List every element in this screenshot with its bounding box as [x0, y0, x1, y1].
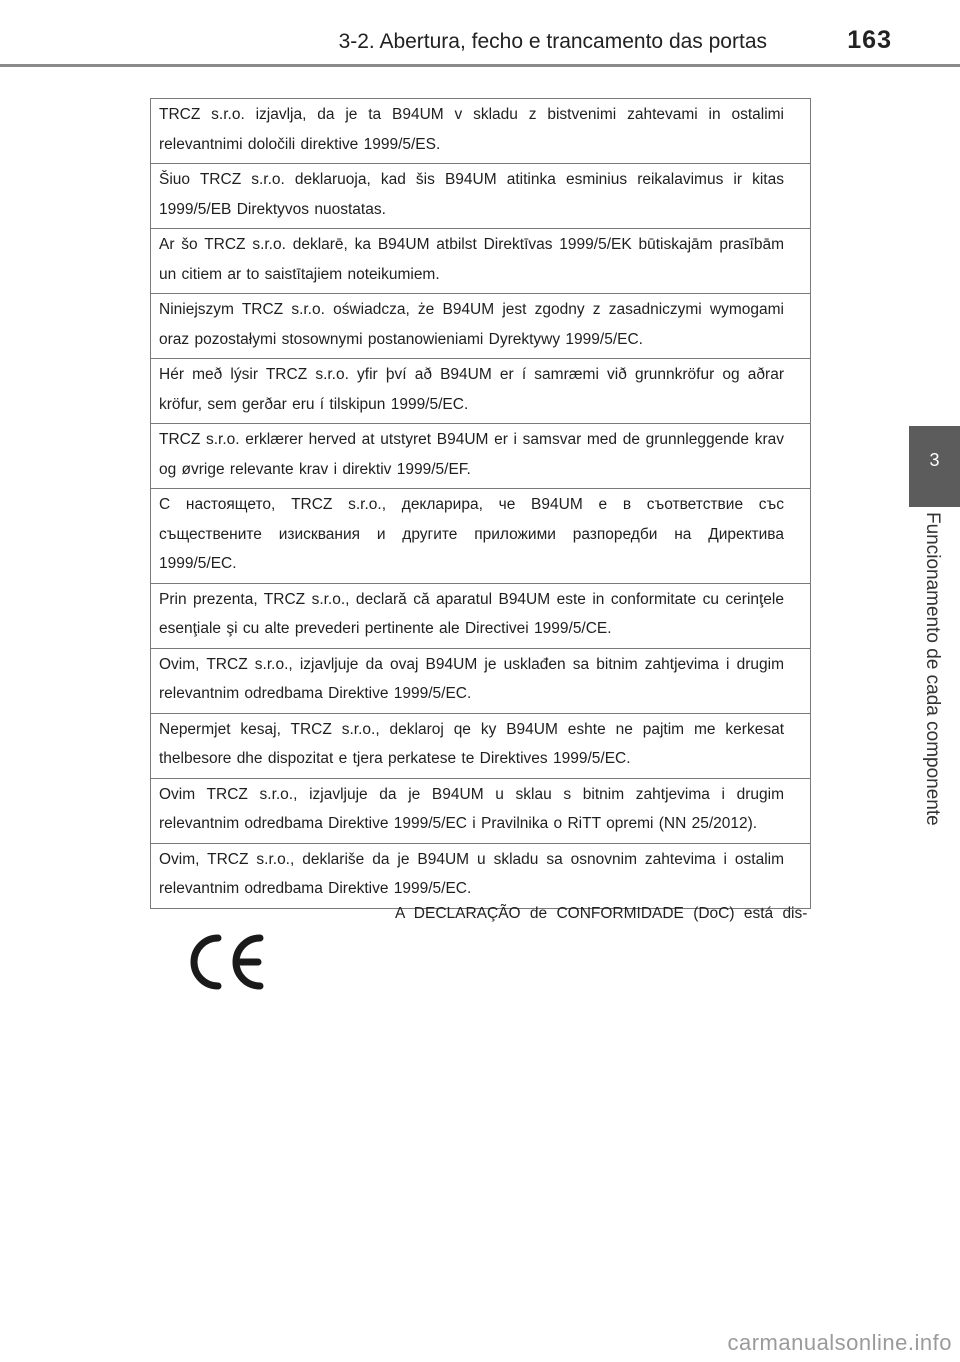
page-number: 163 [847, 26, 892, 54]
table-row [151, 489, 811, 584]
chapter-label: Funcionamento de cada componente [922, 512, 943, 826]
chapter-number: 3 [929, 450, 940, 470]
declaration-cell: Prin prezenta, TRCZ s.r.o., declară că aparatul B94UM este in conformitate cu cerinţele esenţiale şi cu alte prevederi pertinente ale Directivei 1999/5/CE. [151, 583, 811, 648]
declaration-cell: TRCZ s.r.o. erklærer herved at utstyret B94UM er i samsvar med de grunnleggende krav og øvrige relevante krav i direktiv 1999/5/EF. [151, 424, 811, 489]
declaration-cell: TRCZ s.r.o. izjavlja, da je ta B94UM v skladu z bistvenimi zahtevami in ostalimi relevantnimi določili direktive 1999/5/ES. [151, 99, 811, 164]
table-row [151, 843, 811, 908]
table-row [151, 778, 811, 843]
table-row [151, 583, 811, 648]
declaration-cell: Šiuo TRCZ s.r.o. deklaruoja, kad šis B94UM atitinka esminius reikalavimus ir kitas 1999/5/EB Direktyvos nuostatas. [151, 164, 811, 229]
table-row [151, 713, 811, 778]
doc-availability-text: A DECLARAÇÃO de CONFORMIDADE (DoC) está dis- [395, 905, 808, 922]
declaration-cell: Ar šo TRCZ s.r.o. deklarē, ka B94UM atbilst Direktīvas 1999/5/EK būtiskajām prasībām un citiem ar to saistītajiem noteikumiem. [151, 229, 811, 294]
table-row [151, 229, 811, 294]
declaration-cell: Niniejszym TRCZ s.r.o. oświadcza, że B94UM jest zgodny z zasadniczymi wymogami oraz pozostałymi stosownymi postanowieniami Dyrektywy 1999/5/EC. [151, 294, 811, 359]
declaration-cell: Ovim, TRCZ s.r.o., izjavljuje da ovaj B94UM je usklađen sa bitnim zahtjevima i drugim relevantnim odredbama Direktive 1999/5/EC. [151, 648, 811, 713]
watermark-text: carmanualsonline.info [727, 1330, 952, 1355]
table-row [151, 99, 811, 164]
declaration-cell: Nepermjet kesaj, TRCZ s.r.o., deklaroj qe ky B94UM eshte ne pajtim me kerkesat thelbesore dhe dispozitat e tjera perkatese te Direktives 1999/5/EC. [151, 713, 811, 778]
chapter-tab [909, 426, 960, 507]
table-row [151, 359, 811, 424]
declaration-cell: Ovim TRCZ s.r.o., izjavljuje da je B94UM u sklau s bitnim zahtjevima i drugim relevantnim odredbama Direktive 1999/5/EC i Pravilnika o RiTT opremi (NN 25/2012). [151, 778, 811, 843]
page-header [0, 0, 960, 66]
table-row [151, 648, 811, 713]
declaration-cell: С настоящето, TRCZ s.r.o., декларира, че B94UM е в съответствие със съществените изисквания и другите приложими разпоредби на Директива 1999/5/EC. [151, 489, 811, 584]
declaration-cell: Hér með lýsir TRCZ s.r.o. yfir því að B94UM er í samræmi við grunnkröfur og aðrar kröfur, sem gerðar eru í tilskipun 1999/5/EC. [151, 359, 811, 424]
ce-marking-icon [184, 932, 266, 992]
table-row [151, 294, 811, 359]
declaration-cell: Ovim, TRCZ s.r.o., deklariše da je B94UM u skladu sa osnovnim zahtevima i ostalim relevantnim odredbama Direktive 1999/5/EC. [151, 843, 811, 908]
table-row [151, 424, 811, 489]
header-divider [0, 64, 960, 67]
table-row [151, 164, 811, 229]
section-title: 3-2. Abertura, fecho e trancamento das portas [338, 30, 767, 53]
declarations-table [150, 98, 811, 909]
